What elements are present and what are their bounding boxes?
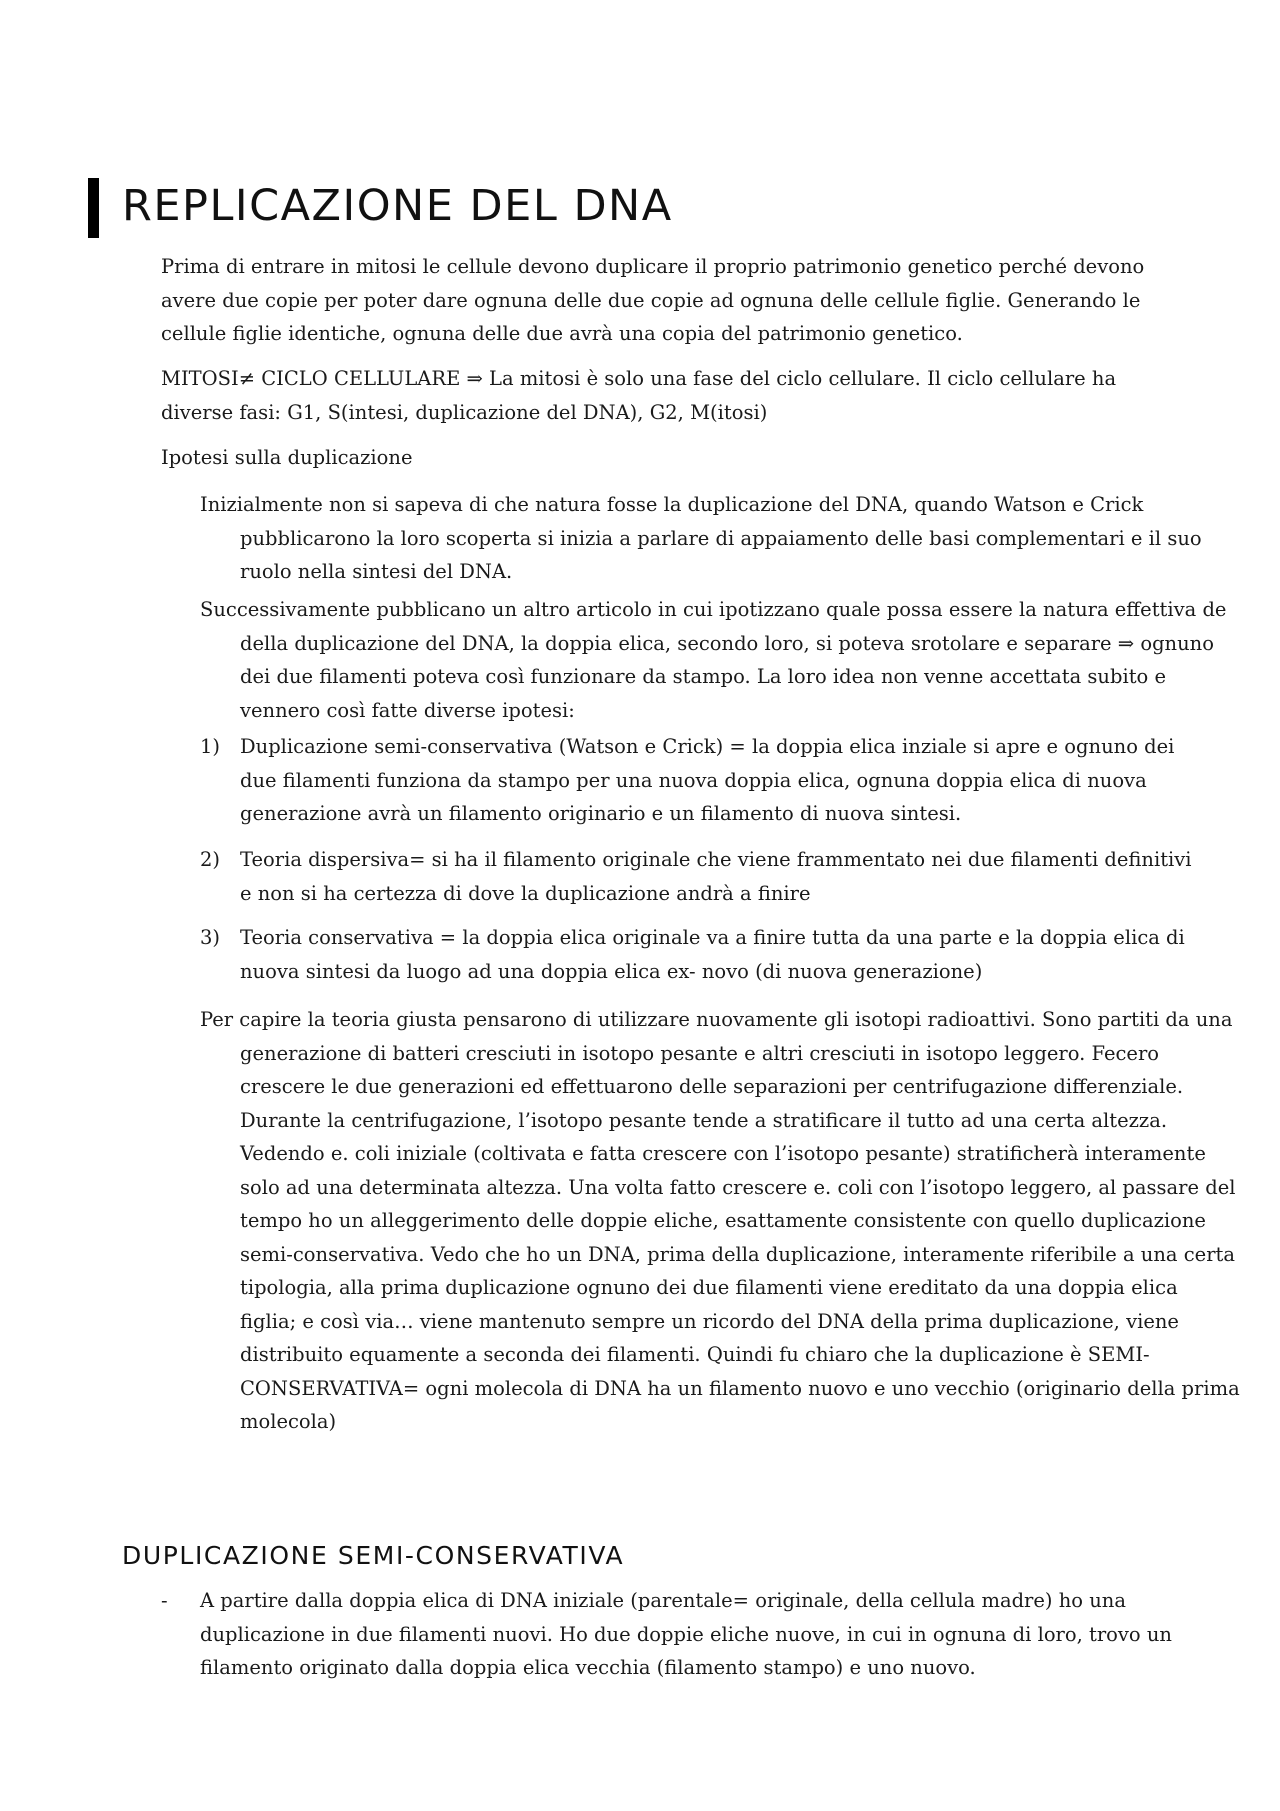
list-text: Teoria conservativa = la doppia elica originale va a finire tutta da una parte e la doppia elica di nuova sintesi da luogo ad una doppia elica ex- novo (di nuova generazione) xyxy=(240,926,1185,983)
hypothesis-item-3 xyxy=(200,921,1200,988)
page-title: REPLICAZIONE DEL DNA xyxy=(122,181,673,231)
list-number: 1) xyxy=(200,735,221,758)
section-list-item xyxy=(161,1584,1201,1685)
mitosis-paragraph: MITOSI≠ CICLO CELLULARE ⇒ La mitosi è solo una fase del ciclo cellulare. Il ciclo cellulare ha diverse fasi: G1, S(intesi, duplicazione del DNA), G2, M(itosi) xyxy=(161,367,1117,424)
list-text: Duplicazione semi-conservativa (Watson e Crick) = la doppia elica inziale si apre e ognuno dei due filamenti funziona da stampo per una nuova doppia elica, ognuna doppia elica di nuova generazione avrà un filamento originario e un filamento di nuova sintesi. xyxy=(240,735,1175,825)
hypothesis-item-1 xyxy=(200,730,1200,831)
experiment-paragraph: Per capire la teoria giusta pensarono di utilizzare nuovamente gli isotopi radioattivi. Sono partiti da una generazione di batteri cresciuti in isotopo pesante e altri cresciuti in isotopo leggero. Fecero crescere le due generazioni ed effettuarono delle separazioni per centrifugazione differenziale. Durante la centrifugazione, l’isotopo pesante tende a stratificare il tutto ad una certa altezza. Vedendo e. coli iniziale (coltivata e fatta crescere con l’isotopo pesante) stratificherà interamente solo ad una determinata altezza. Una volta fatto crescere e. coli con l’isotopo leggero, al passare del tempo ho un alleggerimento delle doppie eliche, esattamente consistente con quello duplicazione semi-conservativa. Vedo che ho un DNA, prima della duplicazione, interamente riferibile a una certa tipologia, alla prima duplicazione ognuno dei due filamenti viene ereditato da una doppia elica figlia; e così via… viene mantenuto sempre un ricordo del DNA della prima duplicazione, viene distribuito equamente a seconda dei filamenti. Quindi fu chiaro che la duplicazione è SEMI-CONSERVATIVA= ogni molecola di DNA ha un filamento nuovo e uno vecchio (originario della prima molecola) xyxy=(200,1008,1240,1433)
list-text: A partire dalla doppia elica di DNA iniziale (parentale= originale, della cellula madre) ho una duplicazione in due filamenti nuovi. Ho due doppie eliche nuove, in cui in ognuna di loro, trovo un filamento originato dalla doppia elica vecchia (filamento stampo) e uno nuovo. xyxy=(200,1589,1172,1679)
list-number: 3) xyxy=(200,926,221,949)
list-text: Teoria dispersiva= si ha il filamento originale che viene frammentato nei due filamenti definitivi e non si ha certezza di dove la duplicazione andrà a finire xyxy=(240,848,1192,905)
initially-paragraph: Inizialmente non si sapeva di che natura fosse la duplicazione del DNA, quando Watson e Crick pubblicarono la loro scoperta si inizia a parlare di appaiamento delle basi complementari e il suo ruolo nella sintesi del DNA. xyxy=(200,493,1202,583)
intro-paragraph: Prima di entrare in mitosi le cellule devono duplicare il proprio patrimonio genetico perché devono avere due copie per poter dare ognuna delle due copie ad ognuna delle cellule figlie. Generando le cellule figlie identiche, ognuna delle due avrà una copia del patrimonio genetico. xyxy=(161,255,1145,345)
title-accent-bar xyxy=(88,178,99,238)
list-bullet: - xyxy=(161,1589,168,1612)
list-number: 2) xyxy=(200,848,221,871)
hypothesis-heading: Ipotesi sulla duplicazione xyxy=(161,446,413,469)
section-heading: DUPLICAZIONE SEMI-CONSERVATIVA xyxy=(122,1541,625,1570)
subsequently-paragraph: Successivamente pubblicano un altro articolo in cui ipotizzano quale possa essere la natura effettiva de della duplicazione del DNA, la doppia elica, secondo loro, si poteva srotolare e separare ⇒ ognuno dei due filamenti poteva così funzionare da stampo. La loro idea non venne accettata subito e vennero così fatte diverse ipotesi: xyxy=(200,598,1227,722)
hypothesis-item-2 xyxy=(200,843,1200,910)
